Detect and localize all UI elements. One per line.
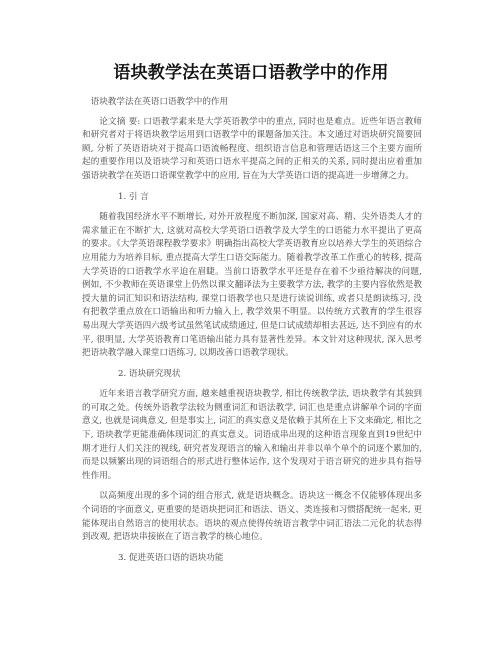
section-2-heading: 2. 语块研究现状 [118,368,181,379]
section-1-heading: 1. 引 言 [118,191,149,202]
section-2-paragraph-1: 近年来语言教学研究方面, 越来越重视语块教学, 相比传统教学法, 语块教学有其独到的可取之处。传统外语教学法较为侧重词汇和语法教学, 词汇也是重点讲解单个词的字面意义, 也就是词典意义, 但是事实上, 词汇的真实意义是依赖于其所在上下文来确定, 相比之下, 语块教学更能准确体现词汇的真实意义。词语成串出现的这种语言现象直到19世纪中期才进行人们关注的视线, 研究者发现语言的输入和输出并非以单个单个的词逐个累加的, 而是以频繁出现的词语组合的形式进行整体运作, 这个发现对于语言研究的进步具有指导性作用。 [82,389,422,481]
document-subtitle: 语块教学法在英语口语教学中的作用 [90,97,229,107]
document-body [82,96,422,572]
section-2-paragraph-2: 以高频度出现的多个词的组合形式, 就是语块概念。语块这一概念不仅能够体现出多个词语的字面意义, 更重要的是语块把词汇和语法、语义、类连接和习惯搭配统一起来, 更能体现出自然语言的使用状态。语块的观点使得传统语言教学中词汇语法二元化的状态得到改观, 把语块串接嵌在了语言教学的核心地位。 [82,491,422,543]
document-title: 语块教学法在英语口语教学中的作用 [113,63,389,83]
section-3-heading: 3. 促进英语口语的语块功能 [118,552,224,563]
abstract-paragraph: 论文摘 要: 口语教学素来是大学英语教学中的重点, 同时也是难点。近些年语言教师和研究者对于将语块教学运用到口语教学中的课题备加关注。本文通过对语块研究简要回顾, 分析了英语语块对于提高口语流畅程度、组织语言信息和管理话语这三个主要方面所起的重要作用以及语块学习和英语口语水平提高之间的正相关的关系, 同时提出应着重加强语块教学在英语口语课堂教学中的应用, 旨在为大学英语口语的提高进一步增薄之力。 [82,116,422,181]
section-1-paragraph: 随着我国经济水平不断增长, 对外开放程度不断加深, 国家对高、精、尖外语类人才的需求量正在不断扩大, 这就对高校大学英语口语教学及大学生的口语能力水平提出了更高的要求。《大学英语课程教学要求》明确指出高校大学英语教育应以培养大学生的英语综合应用能力为培养目标, 重点提高大学生口语交际能力。随着教学改革工作重心的转移, 提高大学英语的口语教学水平迫在眉睫。当前口语教学水平还是存在着不少亟待解决的问题, 例如, 不少教师在英语课堂上仍然以课文翻译法为主要教学方法, 教学的主要内容依然是教授大量的词汇知识和语法结构, 课堂口语教学也只是进行读说训练, 或者只是朗读练习, 没有把教学重点放在口语输出和听力输入上, 教学效果不明显。以传统方式教育的学生很容易出现大学英语四六级考试虽然笔试成绩通过, 但是口试成绩却相去甚远, 达不到应有的水平, 很明显, 大学英语教育口笔语输出能力具有显著性差异。本文针对这种现状, 深入思考把语块教学融入课堂口语练习, 以期改善口语教学现状。 [82,212,422,359]
